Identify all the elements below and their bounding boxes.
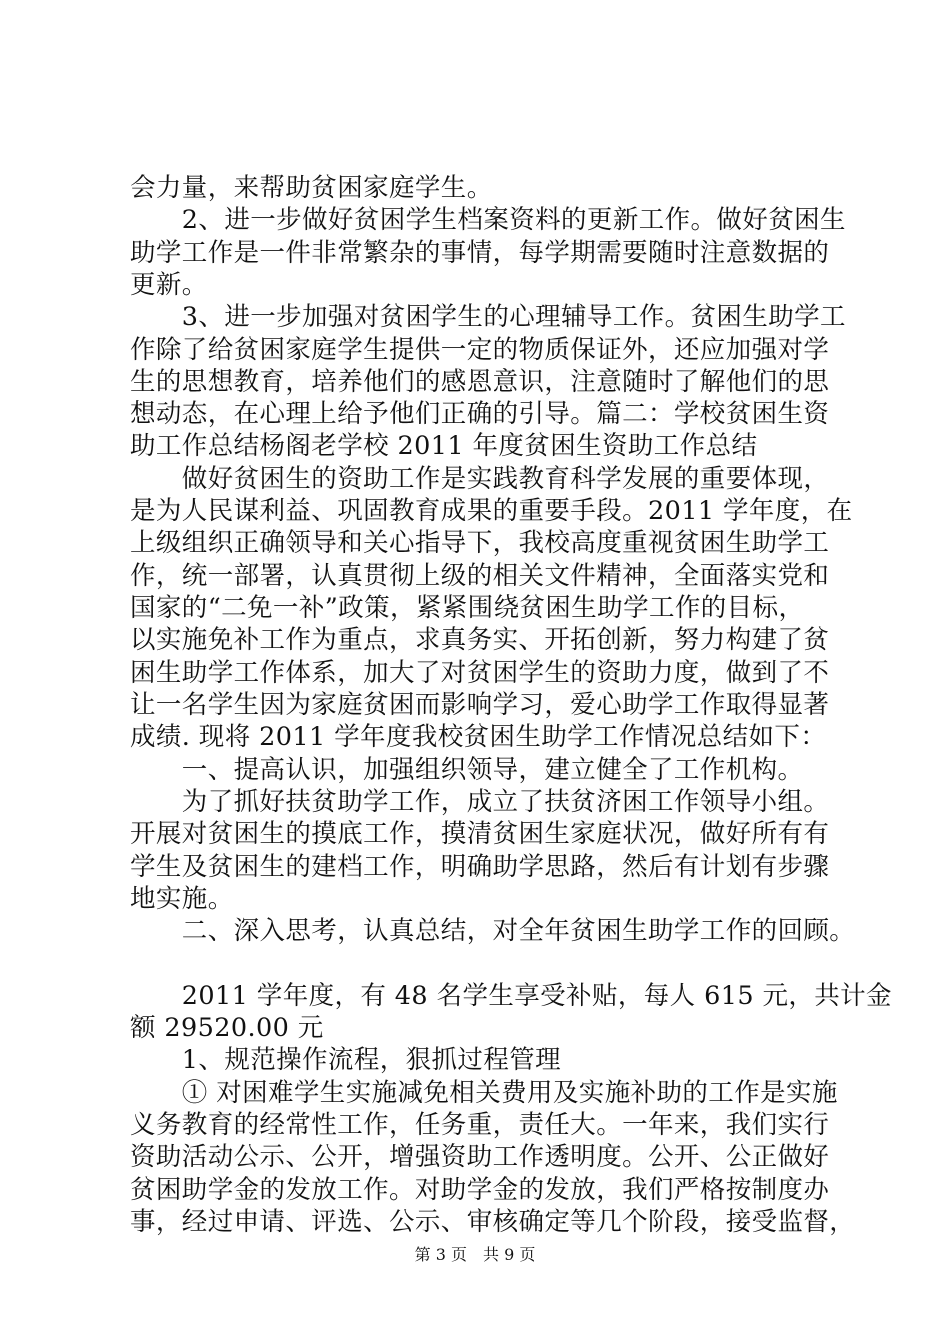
text-line: 贫困助学金的发放工作。对助学金的发放，我们严格按制度办 (130, 1175, 830, 1205)
text-line: 3、进一步加强对贫困学生的心理辅导工作。贫困生助学工 (130, 302, 846, 332)
text-line: 成绩. 现将 2011 学年度我校贫困生助学工作情况总结如下： (130, 722, 827, 752)
text-line: 义务教育的经常性工作，任务重，责任大。一年来，我们实行 (130, 1110, 830, 1140)
text-line: 是为人民谋利益、巩固教育成果的重要手段。2011 学年度，在 (130, 496, 853, 526)
text-line: 资助活动公示、公开，增强资助工作透明度。公开、公正做好 (130, 1142, 830, 1172)
text-line: 会力量，来帮助贫困家庭学生。 (130, 173, 493, 203)
text-line: 上级组织正确领导和关心指导下，我校高度重视贫困生助学工 (130, 528, 830, 558)
text-line: 学生及贫困生的建档工作，明确助学思路，然后有计划有步骤 (130, 852, 830, 882)
text-line: 助工作总结杨阁老学校 2011 年度贫困生资助工作总结 (130, 431, 758, 461)
text-line: 作除了给贫困家庭学生提供一定的物质保证外，还应加强对学 (130, 335, 830, 365)
text-line: 事，经过申请、评选、公示、审核确定等几个阶段，接受监督， (130, 1207, 856, 1237)
text-line: 国家的“二免一补”政策，紧紧围绕贫困生助学工作的目标， (130, 593, 805, 623)
text-line: 想动态，在心理上给予他们正确的引导。篇二：学校贫困生资 (130, 399, 830, 429)
text-line: 让一名学生因为家庭贫困而影响学习，爱心助学工作取得显著 (130, 690, 830, 720)
section-heading: 一、提高认识，加强组织领导，建立健全了工作机构。 (130, 755, 804, 785)
page-footer: 第 3 页 共 9 页 (414, 1245, 536, 1264)
text-line: 以实施免补工作为重点，求真务实、开拓创新，努力构建了贫 (130, 625, 830, 655)
text-line: 为了抓好扶贫助学工作，成立了扶贫济困工作领导小组。 (130, 787, 830, 817)
text-line: 做好贫困生的资助工作是实践教育科学发展的重要体现， (130, 464, 830, 494)
text-line: 额 29520.00 元 (130, 1013, 324, 1043)
subsection-heading: 1、规范操作流程，狠抓过程管理 (130, 1045, 562, 1075)
text-line: 生的思想教育，培养他们的感恩意识，注意随时了解他们的思 (130, 367, 830, 397)
text-line: 地实施。 (130, 884, 234, 914)
text-line: 开展对贫困生的摸底工作，摸清贫困生家庭状况，做好所有有 (130, 819, 830, 849)
text-line: ① 对困难学生实施减免相关费用及实施补助的工作是实施 (130, 1078, 838, 1108)
text-line: 更新。 (130, 270, 208, 300)
section-heading: 二、深入思考，认真总结，对全年贫困生助学工作的回顾。 (130, 916, 856, 946)
text-line: 困生助学工作体系，加大了对贫困学生的资助力度，做到了不 (130, 658, 830, 688)
text-line: 助学工作是一件非常繁杂的事情，每学期需要随时注意数据的 (130, 238, 830, 268)
text-line: 2、进一步做好贫困学生档案资料的更新工作。做好贫困生 (130, 205, 846, 235)
text-line: 作，统一部署，认真贯彻上级的相关文件精神，全面落实党和 (130, 561, 830, 591)
text-line: 2011 学年度，有 48 名学生享受补贴，每人 615 元，共计金 (130, 981, 892, 1011)
